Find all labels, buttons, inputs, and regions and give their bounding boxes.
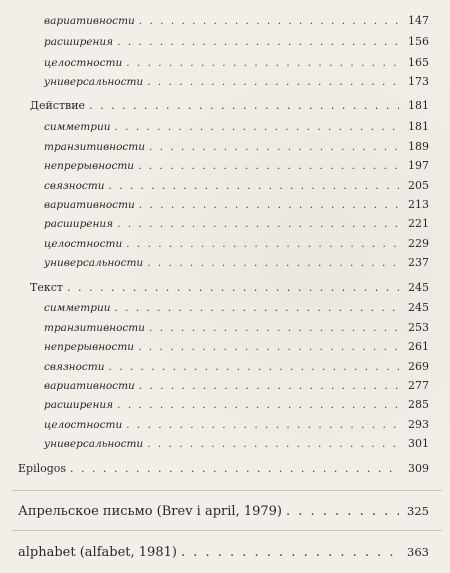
dot-leader [149, 141, 399, 153]
divider [12, 530, 442, 531]
toc-section-page: 245 [408, 281, 429, 294]
toc-entry-universalnosti-173 [44, 75, 429, 88]
toc-entry-universalnosti-301 [44, 437, 429, 450]
toc-entry-label: универсальности [44, 76, 144, 88]
dot-leader [67, 281, 399, 294]
toc-entry-label: целостности [44, 57, 123, 69]
dot-leader [126, 419, 399, 431]
toc-entry-label: симметрии [44, 121, 111, 133]
dot-leader [181, 545, 399, 560]
dot-leader [126, 238, 399, 250]
toc-entry-page: 277 [408, 379, 429, 392]
toc-entry-label: вариативности [44, 15, 135, 27]
toc-section-deystvie [30, 99, 429, 112]
toc-entry-label: универсальности [44, 257, 144, 269]
toc-entry-nepreryvnosti-197 [44, 159, 429, 172]
toc-entry-simmetrii-181 [44, 120, 429, 133]
dot-leader [149, 322, 399, 334]
toc-entry-rasshireniya-156 [44, 35, 429, 48]
toc-entry-svyaznosti-269 [44, 360, 429, 373]
toc-entry-tranzitivnosti-253 [44, 321, 429, 334]
dot-leader [139, 15, 399, 27]
toc-entry-tranzitivnosti-189 [44, 140, 429, 153]
toc-entry-label: связности [44, 180, 105, 192]
toc-entry-label: вариативности [44, 199, 135, 211]
toc-entry-rasshireniya-221 [44, 217, 429, 230]
dot-leader [109, 361, 399, 373]
toc-entry-page: 293 [408, 418, 429, 431]
dot-leader [286, 504, 399, 519]
toc-section-page: 309 [408, 462, 429, 475]
toc-entry-rasshireniya-285 [44, 398, 429, 411]
dot-leader [117, 36, 399, 48]
toc-entry-label: симметрии [44, 302, 111, 314]
toc-entry-page: 261 [408, 340, 429, 353]
toc-entry-page: 197 [408, 159, 429, 172]
toc-entry-label: целостности [44, 238, 123, 250]
dot-leader [89, 99, 399, 112]
dot-leader [147, 438, 399, 450]
toc-entry-variativnosti-213 [44, 198, 429, 211]
toc-entry-page: 173 [408, 75, 429, 88]
toc-entry-tselostnosti-165 [44, 56, 429, 69]
toc-entry-universalnosti-237 [44, 256, 429, 269]
toc-entry-label: транзитивности [44, 141, 146, 153]
toc-entry-page: 189 [408, 140, 429, 153]
toc-entry-label: универсальности [44, 438, 144, 450]
dot-leader [126, 57, 399, 69]
dot-leader [70, 462, 399, 475]
dot-leader [117, 399, 399, 411]
toc-entry-label: целостности [44, 419, 123, 431]
toc-entry-variativnosti-147 [44, 14, 429, 27]
toc-part-label: Апрельское письмо (Brev i april, 1979) [18, 504, 282, 519]
toc-entry-label: расширения [44, 399, 114, 411]
toc-entry-page: 301 [408, 437, 429, 450]
toc-entry-page: 213 [408, 198, 429, 211]
toc-entry-variativnosti-277 [44, 379, 429, 392]
toc-entry-page: 237 [408, 256, 429, 269]
toc-section-label: Текст [30, 281, 63, 294]
toc-entry-page: 181 [408, 120, 429, 133]
toc-entry-label: вариативности [44, 380, 135, 392]
dot-leader [139, 380, 399, 392]
toc-section-epilogos [18, 462, 429, 475]
toc-entry-page: 156 [408, 35, 429, 48]
dot-leader [147, 257, 399, 269]
toc-entry-page: 269 [408, 360, 429, 373]
divider [12, 490, 442, 491]
toc-entry-page: 221 [408, 217, 429, 230]
toc-entry-label: непрерывности [44, 160, 135, 172]
toc-entry-page: 285 [408, 398, 429, 411]
dot-leader [114, 302, 399, 314]
toc-part-label: alphabet (alfabet, 1981) [18, 545, 177, 560]
toc-section-page: 181 [408, 99, 429, 112]
dot-leader [138, 341, 399, 353]
dot-leader [139, 199, 399, 211]
toc-section-label: Epilogos [18, 462, 67, 475]
toc-entry-label: транзитивности [44, 322, 146, 334]
toc-section-label: Действие [30, 99, 86, 112]
toc-section-tekst [30, 281, 429, 294]
toc-entry-label: связности [44, 361, 105, 373]
toc-entry-svyaznosti-205 [44, 179, 429, 192]
toc-entry-tselostnosti-293 [44, 418, 429, 431]
toc-entry-page: 229 [408, 237, 429, 250]
toc-entry-label: расширения [44, 218, 114, 230]
toc-part-aprelskoe-pismo [18, 504, 429, 519]
toc-entry-label: расширения [44, 36, 114, 48]
toc-part-page: 363 [407, 545, 429, 559]
dot-leader [147, 76, 399, 88]
toc-entry-page: 165 [408, 56, 429, 69]
toc-entry-page: 245 [408, 301, 429, 314]
toc-entry-tselostnosti-229 [44, 237, 429, 250]
toc-entry-page: 205 [408, 179, 429, 192]
toc-part-page: 325 [407, 504, 429, 518]
toc-entry-label: непрерывности [44, 341, 135, 353]
toc-entry-page: 253 [408, 321, 429, 334]
toc-part-alphabet [18, 545, 429, 560]
dot-leader [138, 160, 399, 172]
dot-leader [114, 121, 399, 133]
toc-entry-simmetrii-245 [44, 301, 429, 314]
dot-leader [109, 180, 399, 192]
dot-leader [117, 218, 399, 230]
toc-entry-nepreryvnosti-261 [44, 340, 429, 353]
toc-entry-page: 147 [408, 14, 429, 27]
